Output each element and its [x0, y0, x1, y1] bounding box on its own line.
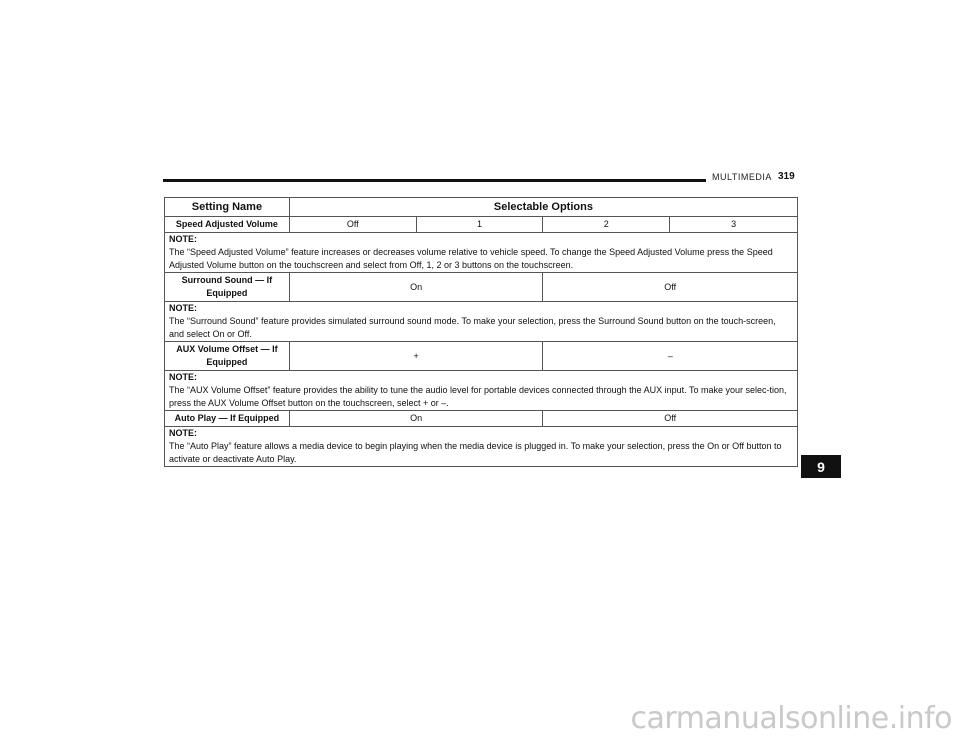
- note-row: [165, 233, 798, 273]
- setting-name-auto-play: Auto Play — If Equipped: [165, 411, 290, 427]
- option-cell: +: [289, 342, 543, 371]
- chapter-tab: 9: [801, 455, 841, 478]
- table-row: [165, 411, 798, 427]
- option-cell: Off: [289, 217, 416, 233]
- note-row: [165, 371, 798, 411]
- watermark-logo: carmanualsonline.info: [630, 701, 952, 736]
- note-row: [165, 427, 798, 467]
- note-text: The “Speed Adjusted Volume” feature increases or decreases volume relative to vehicle speed. To change the Speed Adjusted Volume press the Speed Adjusted Volume button on the touchscreen and select from Off, 1, 2 or 3 buttons on the touchscreen.: [169, 247, 773, 270]
- table-header-row: [165, 198, 798, 217]
- settings-table: [164, 197, 798, 467]
- setting-name-aux-volume-offset: AUX Volume Offset — If Equipped: [165, 342, 290, 371]
- option-cell: On: [289, 273, 543, 302]
- table-row: [165, 273, 798, 302]
- option-cell: Off: [543, 411, 798, 427]
- setting-name-surround-sound: Surround Sound — If Equipped: [165, 273, 290, 302]
- page-number: 319: [778, 171, 795, 182]
- note-cell: [165, 302, 798, 342]
- option-cell: 1: [416, 217, 543, 233]
- note-label: NOTE:: [169, 428, 197, 438]
- option-cell: 2: [543, 217, 670, 233]
- note-label: NOTE:: [169, 234, 197, 244]
- note-label: NOTE:: [169, 303, 197, 313]
- setting-name-header: Setting Name: [165, 198, 290, 217]
- table-row: [165, 342, 798, 371]
- option-cell: Off: [543, 273, 798, 302]
- note-cell: [165, 371, 798, 411]
- header-rule: [163, 179, 706, 182]
- note-text: The “AUX Volume Offset” feature provides the ability to tune the audio level for portable devices connected through the AUX input. To make your selec-tion, press the AUX Volume Offset button on the touchscreen, select + or –.: [169, 385, 787, 408]
- option-cell: 3: [670, 217, 798, 233]
- note-cell: [165, 233, 798, 273]
- option-cell: –: [543, 342, 798, 371]
- section-title: MULTIMEDIA: [712, 172, 772, 182]
- selectable-options-header: Selectable Options: [289, 198, 797, 217]
- note-cell: [165, 427, 798, 467]
- table-row: [165, 217, 798, 233]
- note-text: The “Auto Play” feature allows a media device to begin playing when the media device is plugged in. To make your selection, press the On or Off button to activate or deactivate Auto Play.: [169, 441, 782, 464]
- note-text: The “Surround Sound” feature provides simulated surround sound mode. To make your selection, press the Surround Sound button on the touch-screen, and select On or Off.: [169, 316, 776, 339]
- setting-name-speed-adjusted-volume: Speed Adjusted Volume: [165, 217, 290, 233]
- option-cell: On: [289, 411, 543, 427]
- note-row: [165, 302, 798, 342]
- note-label: NOTE:: [169, 372, 197, 382]
